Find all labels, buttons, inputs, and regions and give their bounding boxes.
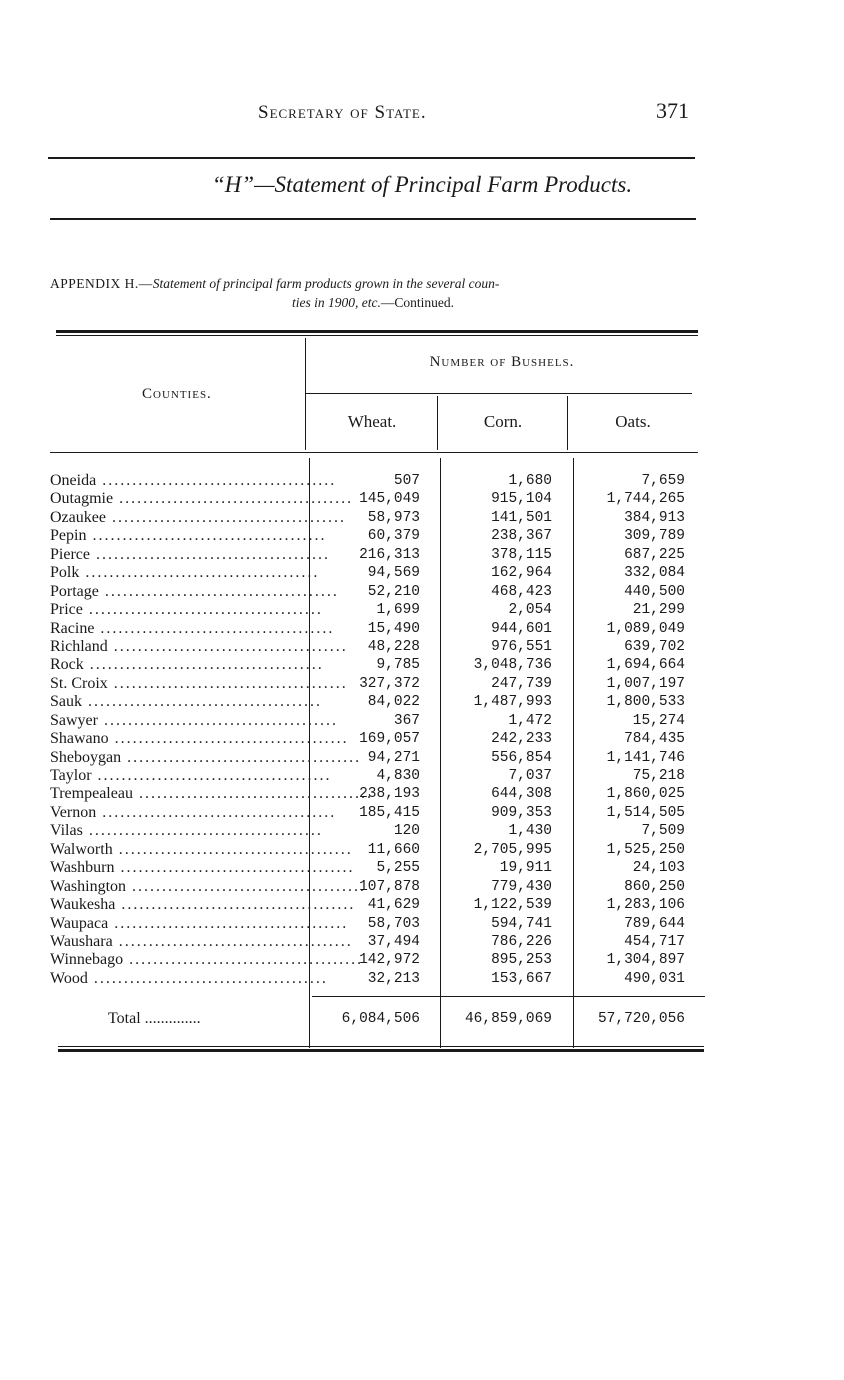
leader-dots: ....................................... <box>105 508 346 526</box>
wheat-cell: 142,972 <box>359 952 420 969</box>
county-name: Vilas <box>50 822 83 840</box>
corn-cell: 247,739 <box>491 675 552 692</box>
corn-cell: 378,115 <box>491 546 552 563</box>
corn-cell: 141,501 <box>491 509 552 526</box>
county-name: Oneida <box>50 472 97 489</box>
table-row <box>50 859 700 877</box>
leader-dots: ....................................... <box>82 822 323 840</box>
corn-cell: 162,964 <box>491 565 552 582</box>
header-group-rule <box>306 393 692 394</box>
corn-cell: 2,705,995 <box>473 841 552 858</box>
leader-dots: ....................................... <box>123 951 364 969</box>
table-row <box>50 951 700 969</box>
oats-cell: 24,103 <box>632 860 685 877</box>
oats-cell: 309,789 <box>624 528 685 545</box>
leader-dots: ....................................... <box>97 711 338 729</box>
section-title: “H”—Statement of Principal Farm Products. <box>211 172 633 197</box>
corn-cell: 1,472 <box>508 712 552 729</box>
county-name: Racine <box>50 619 95 637</box>
leader-dots: ....................................... <box>107 637 348 655</box>
wheat-cell: 4,830 <box>376 768 420 784</box>
county-cell <box>50 601 323 619</box>
leader-dots: ....................................... <box>96 803 337 821</box>
oats-cell: 15,274 <box>632 712 685 729</box>
county-name: Polk <box>50 564 80 582</box>
wheat-cell: 5,255 <box>376 860 420 877</box>
table-row <box>50 878 700 896</box>
table-row <box>50 583 700 601</box>
corn-cell: 944,601 <box>491 620 552 637</box>
corn-cell: 786,226 <box>491 933 552 950</box>
leader-dots: ....................................... <box>115 896 356 914</box>
total-label <box>108 1008 308 1030</box>
header-number-of-bushels: Number of Bushels. <box>429 354 575 370</box>
county-cell <box>50 767 332 785</box>
leader-dots: ....................................... <box>112 932 353 950</box>
wheat-cell: 58,703 <box>367 915 420 932</box>
county-cell <box>50 748 362 767</box>
table-row <box>50 564 700 582</box>
wheat-cell: 238,193 <box>359 786 420 803</box>
table-rule-top-1 <box>56 330 698 333</box>
corn-cell: 594,741 <box>491 915 552 932</box>
wheat-cell: 145,049 <box>359 491 420 508</box>
wheat-cell: 84,022 <box>367 694 420 711</box>
oats-cell: 1,007,197 <box>606 675 685 692</box>
corn-cell: 976,551 <box>491 638 552 655</box>
corn-cell: 242,233 <box>491 731 552 748</box>
table-row <box>50 546 700 564</box>
corn-cell: 153,667 <box>491 970 552 987</box>
leader-dots: ....................................... <box>121 748 362 766</box>
county-cell <box>50 527 327 545</box>
table-row <box>50 712 700 730</box>
corn-cell: 1,122,539 <box>473 897 552 914</box>
oats-cell: 332,084 <box>624 565 685 582</box>
oats-cell: 490,031 <box>624 970 685 987</box>
leader-dots: ....................................... <box>98 582 339 600</box>
wheat-cell: 107,878 <box>359 878 420 895</box>
county-cell <box>50 490 354 508</box>
corn-cell: 1,430 <box>508 823 552 840</box>
county-cell <box>50 822 323 840</box>
oats-cell: 1,525,250 <box>606 841 685 858</box>
wheat-cell: 185,415 <box>359 804 420 821</box>
total-leader-dots: .............. <box>144 1010 201 1027</box>
leader-dots: ....................................... <box>126 877 367 895</box>
header-wheat: Wheat. <box>347 412 397 431</box>
oats-cell: 1,860,025 <box>606 786 685 803</box>
county-name: Washington <box>50 877 127 895</box>
oats-cell: 454,717 <box>624 933 685 950</box>
total-corn: 46,859,069 <box>464 1011 552 1027</box>
oats-cell: 440,500 <box>624 583 685 600</box>
oats-cell: 21,299 <box>632 602 685 619</box>
wheat-cell: 216,313 <box>359 546 420 563</box>
table-row <box>50 933 700 951</box>
leader-dots: ....................................... <box>82 693 322 711</box>
oats-cell: 1,694,664 <box>606 657 685 674</box>
county-name: Wood <box>50 969 88 987</box>
county-name: Outagmie <box>50 490 114 508</box>
wheat-cell: 9,785 <box>376 657 420 674</box>
wheat-cell: 327,372 <box>359 675 420 692</box>
oats-cell: 1,304,897 <box>606 952 685 969</box>
header-oats: Oats. <box>615 412 651 431</box>
county-name: Richland <box>50 637 108 655</box>
wheat-cell: 11,660 <box>367 841 420 858</box>
county-cell <box>50 711 338 730</box>
wheat-cell: 60,379 <box>367 528 420 545</box>
caption-italic-1: Statement of principal farm products grown in the several coun- <box>152 276 500 291</box>
county-name: Portage <box>50 582 99 600</box>
wheat-cell: 37,494 <box>367 933 420 950</box>
county-name: Pierce <box>50 545 90 563</box>
header-bottom-rule <box>50 452 698 453</box>
table-row <box>50 822 700 840</box>
corn-cell: 1,680 <box>508 473 552 489</box>
county-name: Sheboygan <box>50 748 122 766</box>
county-name: Price <box>50 601 83 619</box>
county-cell <box>50 508 346 527</box>
oats-cell: 1,283,106 <box>606 897 685 914</box>
corn-cell: 1,487,993 <box>473 694 552 711</box>
county-cell <box>50 951 364 969</box>
table-row <box>50 656 700 674</box>
rule-top <box>48 157 695 159</box>
wheat-cell: 58,973 <box>367 509 420 526</box>
leader-dots: ....................................... <box>82 601 323 619</box>
table-rule-bottom-2 <box>58 1049 704 1052</box>
oats-cell: 639,702 <box>624 638 685 655</box>
total-oats: 57,720,056 <box>597 1011 685 1027</box>
county-cell <box>50 803 337 822</box>
leader-dots: ....................................... <box>94 619 335 637</box>
rule-under-title <box>50 218 696 220</box>
corn-cell: 3,048,736 <box>473 657 552 674</box>
leader-dots: ....................................... <box>112 840 353 858</box>
table-row <box>50 896 700 914</box>
caption-tail: —Continued. <box>380 295 454 310</box>
wheat-cell: 52,210 <box>367 583 420 600</box>
table-row <box>50 841 700 859</box>
oats-cell: 687,225 <box>624 546 685 563</box>
county-cell <box>50 914 349 933</box>
county-name: Sawyer <box>50 711 98 729</box>
running-title: Secretary of State. <box>258 102 427 123</box>
county-name: Washburn <box>50 859 115 877</box>
header-corn: Corn. <box>483 412 523 431</box>
county-cell <box>50 932 353 951</box>
caption-lead: APPENDIX H.— <box>50 276 153 291</box>
corn-cell: 779,430 <box>491 878 552 895</box>
oats-cell: 1,514,505 <box>606 804 685 821</box>
corn-cell: 644,308 <box>491 786 552 803</box>
wheat-cell: 1,699 <box>376 602 420 619</box>
oats-cell: 860,250 <box>624 878 685 895</box>
page-number: 371 <box>656 98 689 123</box>
table-row <box>50 601 700 619</box>
header-counties: Counties. <box>142 386 212 402</box>
county-name: Taylor <box>50 767 92 784</box>
oats-cell: 75,218 <box>632 768 685 784</box>
county-name: St. Croix <box>50 674 108 692</box>
county-cell <box>50 730 349 748</box>
table-row <box>50 785 700 803</box>
county-cell <box>50 656 324 674</box>
corn-cell: 895,253 <box>491 952 552 969</box>
corn-cell: 2,054 <box>508 602 552 619</box>
leader-dots: ....................................... <box>108 730 349 748</box>
table-row <box>50 693 700 711</box>
oats-cell: 1,141,746 <box>606 749 685 766</box>
oats-cell: 789,644 <box>624 915 685 932</box>
leader-dots: ....................................... <box>114 859 355 877</box>
column-divider <box>567 396 568 450</box>
leader-dots: ....................................... <box>83 656 324 674</box>
running-head <box>0 98 844 128</box>
oats-cell: 1,744,265 <box>606 491 685 508</box>
leader-dots: ....................................... <box>113 490 354 508</box>
leader-dots: ....................................... <box>107 674 348 692</box>
wheat-cell: 120 <box>393 823 420 840</box>
table-row <box>50 490 700 508</box>
county-name: Ozaukee <box>50 508 106 526</box>
county-name: Winnebago <box>50 951 124 969</box>
county-cell <box>50 472 337 490</box>
county-name: Waushara <box>50 932 113 950</box>
county-cell <box>50 785 373 803</box>
county-name: Rock <box>50 656 84 674</box>
column-divider <box>305 338 306 450</box>
leader-dots: ....................................... <box>132 785 373 803</box>
total-wheat: 6,084,506 <box>341 1011 420 1027</box>
table-row <box>50 804 700 822</box>
caption-italic-2: ties in 1900, etc. <box>292 295 381 310</box>
leader-dots: ....................................... <box>108 914 349 932</box>
county-cell <box>50 545 330 564</box>
wheat-cell: 507 <box>393 473 420 489</box>
table-row <box>50 730 700 748</box>
county-cell <box>50 637 348 656</box>
leader-dots: ....................................... <box>89 545 330 563</box>
county-name: Waupaca <box>50 914 109 932</box>
county-name: Vernon <box>50 803 97 821</box>
table-rule-top-2 <box>56 335 698 336</box>
county-cell <box>50 582 339 601</box>
wheat-cell: 169,057 <box>359 731 420 748</box>
column-divider <box>437 396 438 450</box>
total-rule <box>312 996 705 997</box>
table-row <box>50 767 700 785</box>
wheat-cell: 48,228 <box>367 638 420 655</box>
corn-cell: 915,104 <box>491 491 552 508</box>
table-row <box>50 620 700 638</box>
county-cell <box>50 840 353 859</box>
oats-cell: 7,659 <box>641 473 685 489</box>
county-cell <box>50 693 322 711</box>
wheat-cell: 367 <box>393 712 420 729</box>
corn-cell: 468,423 <box>491 583 552 600</box>
county-cell <box>50 969 328 988</box>
county-name: Shawano <box>50 730 109 748</box>
leader-dots: ....................................... <box>91 767 332 784</box>
total-label-text: Total <box>108 1010 141 1027</box>
county-cell <box>50 896 356 914</box>
oats-cell: 384,913 <box>624 509 685 526</box>
total-row <box>50 1008 700 1030</box>
oats-cell: 784,435 <box>624 731 685 748</box>
corn-cell: 7,037 <box>508 768 552 784</box>
oats-cell: 1,800,533 <box>606 694 685 711</box>
corn-cell: 238,367 <box>491 528 552 545</box>
wheat-cell: 32,213 <box>367 970 420 987</box>
county-name: Walworth <box>50 840 113 858</box>
county-cell <box>50 674 348 693</box>
table-body <box>50 472 700 988</box>
county-cell <box>50 619 335 638</box>
table-row <box>50 749 700 767</box>
table-rule-bottom-1 <box>58 1046 704 1047</box>
table-row <box>50 509 700 527</box>
leader-dots: ....................................... <box>79 564 320 582</box>
corn-cell: 556,854 <box>491 749 552 766</box>
leader-dots: ....................................... <box>87 969 328 987</box>
table-row <box>50 915 700 933</box>
table-row <box>50 638 700 656</box>
leader-dots: ....................................... <box>86 527 327 545</box>
oats-cell: 7,509 <box>641 823 685 840</box>
wheat-cell: 41,629 <box>367 897 420 914</box>
wheat-cell: 94,569 <box>367 565 420 582</box>
corn-cell: 19,911 <box>499 860 552 877</box>
county-name: Sauk <box>50 693 82 711</box>
table-row <box>50 970 700 988</box>
table-row <box>50 472 700 490</box>
wheat-cell: 15,490 <box>367 620 420 637</box>
county-name: Waukesha <box>50 896 116 914</box>
oats-cell: 1,089,049 <box>606 620 685 637</box>
leader-dots: ....................................... <box>96 472 337 489</box>
table-row <box>50 527 700 545</box>
corn-cell: 909,353 <box>491 804 552 821</box>
caption-line-2 <box>50 293 696 312</box>
table-row <box>50 675 700 693</box>
county-cell <box>50 564 320 582</box>
county-cell <box>50 877 367 896</box>
county-cell <box>50 859 355 877</box>
county-name: Trempealeau <box>50 785 133 803</box>
county-name: Pepin <box>50 527 87 545</box>
wheat-cell: 94,271 <box>367 749 420 766</box>
table-caption <box>50 274 696 312</box>
